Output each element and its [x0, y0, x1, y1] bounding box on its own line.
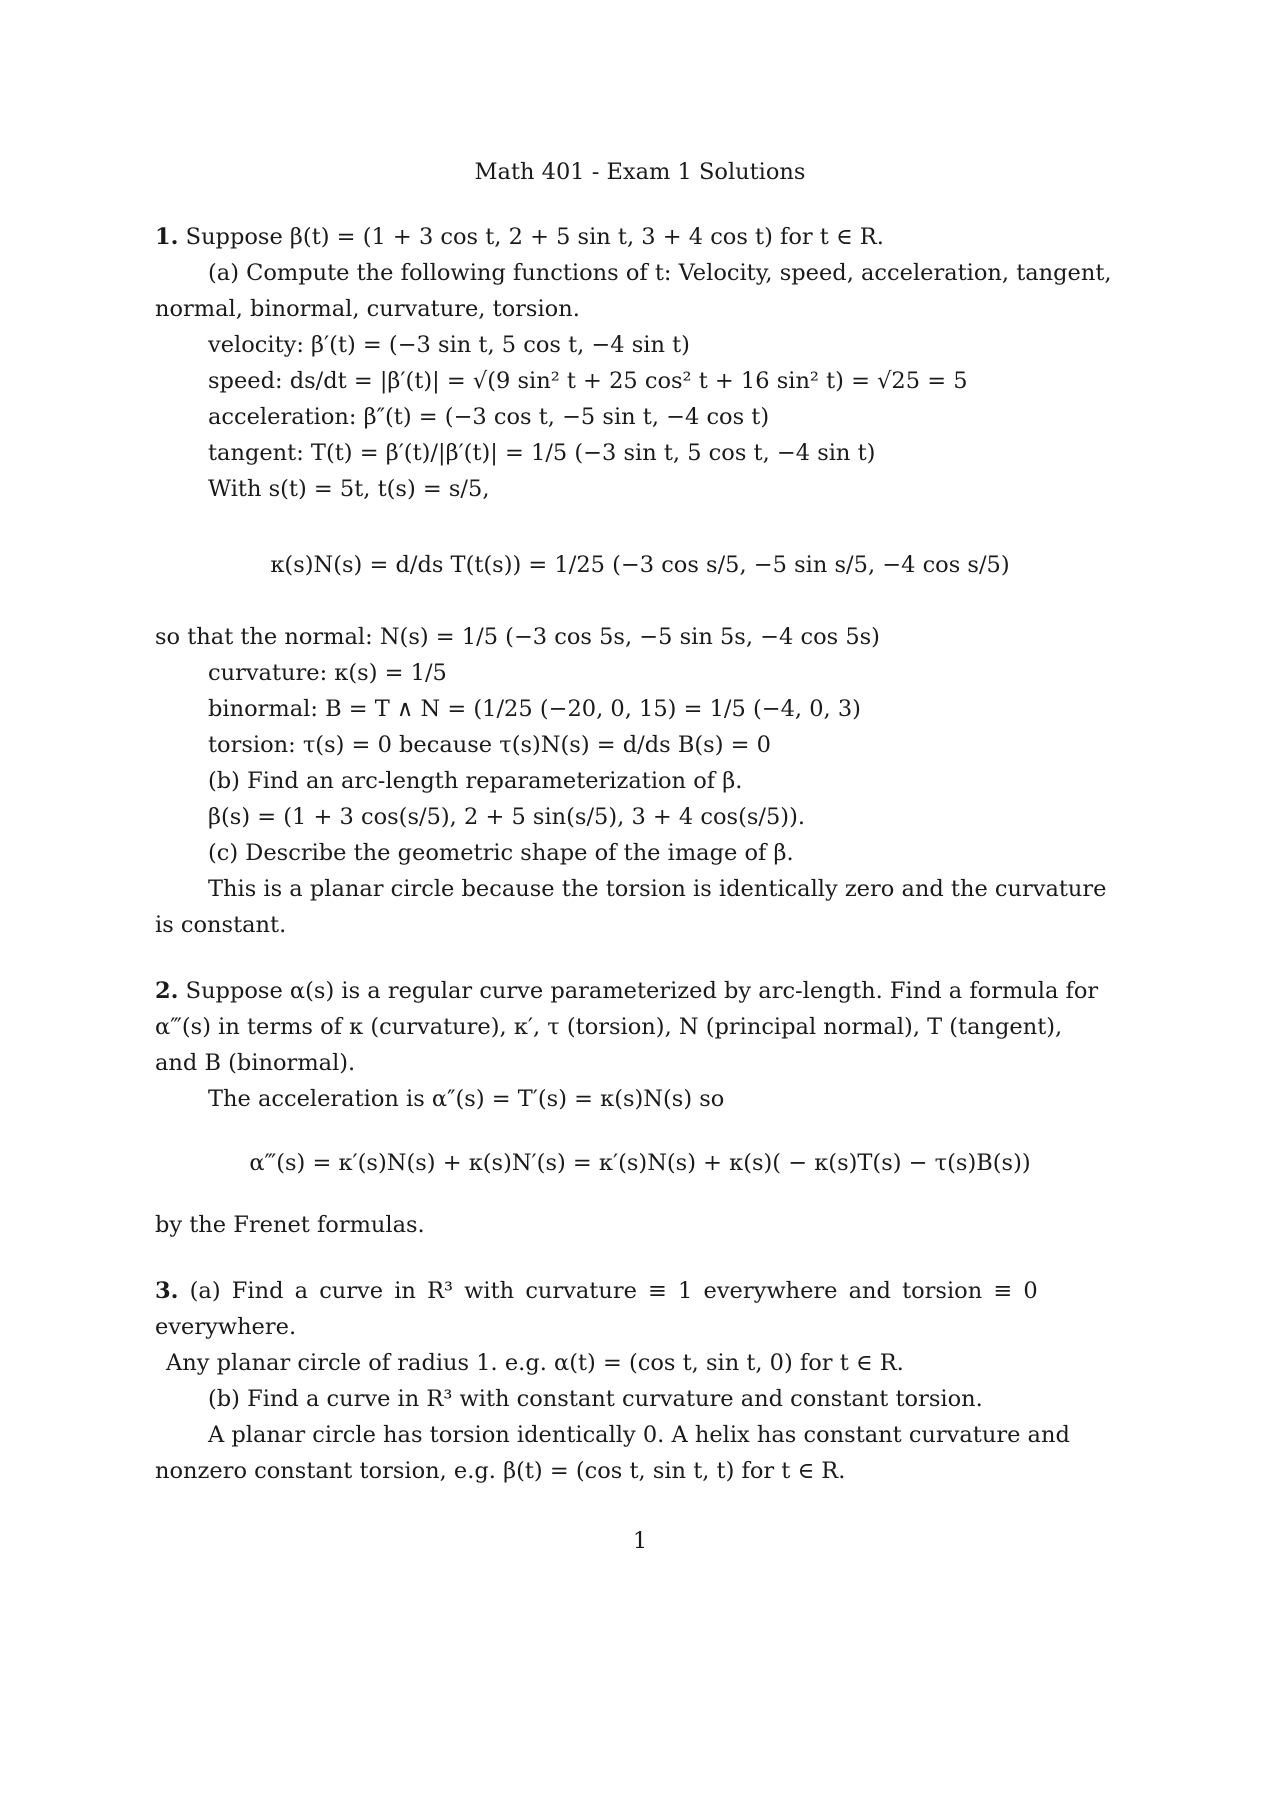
problem-1-statement [155, 222, 884, 252]
binormal-line: binormal: B = T ∧ N = (1/25 (−20, 0, 15) = 1/5 (−4, 0, 3) [208, 696, 861, 722]
problem-3b-question: (b) Find a curve in R³ with constant curvature and constant torsion. [208, 1386, 983, 1412]
problem-3-number: 3. [155, 1278, 179, 1304]
problem-2-line-3: and B (binormal). [155, 1050, 356, 1076]
problem-3b-answer-line-2: nonzero constant torsion, e.g. β(t) = (cos t, sin t, t) for t ∈ R. [155, 1458, 846, 1484]
problem-3b-answer-line-1: A planar circle has torsion identically 0. A helix has constant curvature and [208, 1422, 1070, 1448]
problem-2-line-2: α‴(s) in terms of κ (curvature), κ′, τ (torsion), N (principal normal), T (tangent), [155, 1014, 1063, 1040]
problem-3a-line-2: everywhere. [155, 1314, 297, 1340]
problem-1b-answer: β(s) = (1 + 3 cos(s/5), 2 + 5 sin(s/5), 3 + 4 cos(s/5)). [208, 804, 806, 830]
arc-length-line: With s(t) = 5t, t(s) = s/5, [208, 476, 490, 502]
problem-3a-text: (a) Find a curve in R³ with curvature ≡ 1 everywhere and torsion ≡ 0 [189, 1278, 1038, 1304]
problem-1-number: 1. [155, 224, 179, 250]
speed-line: speed: ds/dt = |β′(t)| = √(9 sin² t + 25 cos² t + 16 sin² t) = √25 = 5 [208, 368, 968, 394]
problem-2-number: 2. [155, 978, 179, 1004]
problem-1c-answer-line-1: This is a planar circle because the torsion is identically zero and the curvature [208, 876, 1107, 902]
curvature-line: curvature: κ(s) = 1/5 [208, 660, 447, 686]
problem-2-acceleration: The acceleration is α″(s) = T′(s) = κ(s)N(s) so [208, 1086, 725, 1112]
problem-3a-line-1 [155, 1276, 1038, 1306]
frenet-line: by the Frenet formulas. [155, 1212, 425, 1238]
problem-1-text: Suppose β(t) = (1 + 3 cos t, 2 + 5 sin t, 3 + 4 cos t) for t ∈ R. [185, 224, 884, 250]
problem-1b-question: (b) Find an arc-length reparameterization of β. [208, 768, 743, 794]
problem-2-text: Suppose α(s) is a regular curve parameterized by arc-length. Find a formula for [185, 978, 1099, 1004]
torsion-line: torsion: τ(s) = 0 because τ(s)N(s) = d/ds B(s) = 0 [208, 732, 771, 758]
problem-1c-question: (c) Describe the geometric shape of the image of β. [208, 840, 794, 866]
curvature-normal-equation: κ(s)N(s) = d/ds T(t(s)) = 1/25 (−3 cos s/5, −5 sin s/5, −4 cos s/5) [270, 552, 1010, 578]
page-title: Math 401 - Exam 1 Solutions [474, 159, 806, 185]
velocity-line: velocity: β′(t) = (−3 sin t, 5 cos t, −4 sin t) [208, 332, 690, 358]
normal-line: so that the normal: N(s) = 1/5 (−3 cos 5s, −5 sin 5s, −4 cos 5s) [155, 624, 880, 650]
third-derivative-equation: α‴(s) = κ′(s)N(s) + κ(s)N′(s) = κ′(s)N(s) + κ(s)( − κ(s)T(s) − τ(s)B(s)) [249, 1150, 1031, 1176]
problem-1a-line-2: normal, binormal, curvature, torsion. [155, 296, 580, 322]
page-number: 1 [632, 1528, 648, 1554]
acceleration-line: acceleration: β″(t) = (−3 cos t, −5 sin t, −4 cos t) [208, 404, 770, 430]
problem-2-line-1 [155, 976, 1098, 1006]
problem-1c-answer-line-2: is constant. [155, 912, 287, 938]
problem-1a-line-1: (a) Compute the following functions of t: Velocity, speed, acceleration, tangent, [208, 260, 1112, 286]
tangent-line: tangent: T(t) = β′(t)/|β′(t)| = 1/5 (−3 sin t, 5 cos t, −4 sin t) [208, 440, 876, 466]
problem-3a-answer: Any planar circle of radius 1. e.g. α(t) = (cos t, sin t, 0) for t ∈ R. [166, 1350, 904, 1376]
